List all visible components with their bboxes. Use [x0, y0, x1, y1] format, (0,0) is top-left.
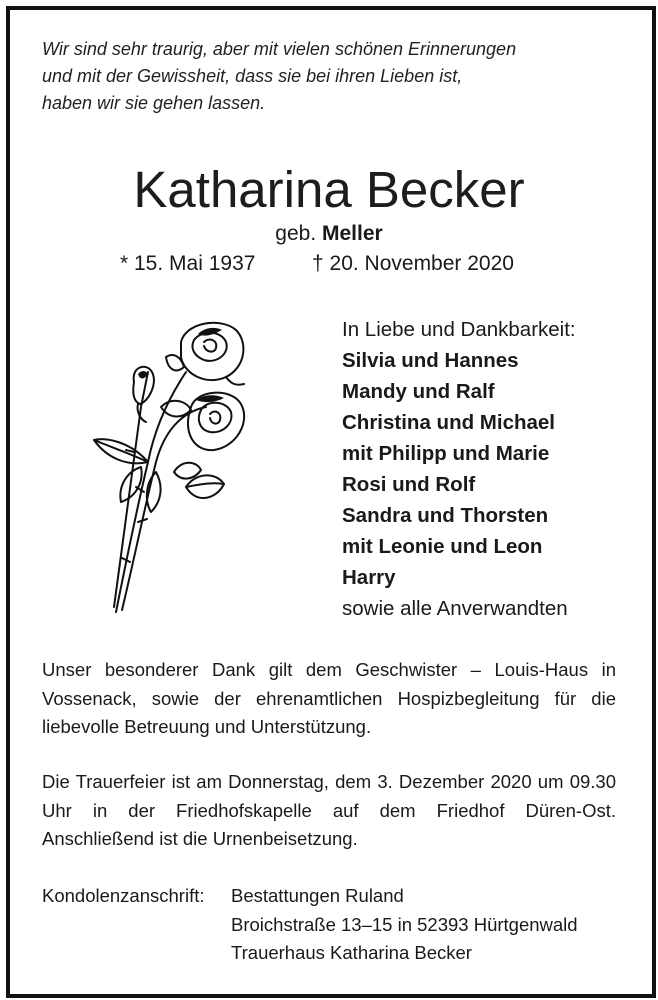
mourners-list — [342, 314, 642, 624]
mourner-name: Christina und Michael — [342, 411, 555, 434]
birth-prefix: geb. — [275, 222, 317, 245]
mourner-name: Mandy und Ralf — [342, 380, 495, 403]
deceased-name: Katharina Becker — [133, 161, 525, 218]
mourner-name: Harry — [342, 566, 396, 589]
intro-line: Wir sind sehr traurig, aber mit vielen schönen Erinnerungen — [42, 39, 517, 59]
mourner-name: Sandra und Thorsten — [342, 504, 549, 527]
date-died: † 20. November 2020 — [312, 252, 514, 275]
maiden-name: Meller — [322, 222, 383, 245]
funeral-paragraph: Die Trauerfeier ist am Donnerstag, dem 3. Dezember 2020 um 09.30 Uhr in der Friedhofskapelle auf dem Friedhof Düren-Ost. Anschließend ist die Urnenbeisetzung. — [42, 771, 616, 849]
condolence-line: Broichstraße 13–15 in 52393 Hürtgenwald — [231, 913, 578, 935]
date-born: * 15. Mai 1937 — [120, 252, 256, 275]
intro-line: und mit der Gewissheit, dass sie bei ihren Lieben ist, — [42, 66, 463, 86]
birth-name — [0, 222, 658, 246]
mourners-tail: sowie alle Anverwandten — [342, 597, 568, 620]
mourner-name: mit Leonie und Leon — [342, 535, 543, 558]
condolence-address — [231, 882, 578, 968]
mourner-name: Rosi und Rolf — [342, 473, 476, 496]
mourner-name: mit Philipp und Marie — [342, 442, 550, 465]
intro-line: haben wir sie gehen lassen. — [42, 93, 266, 113]
intro-text — [42, 36, 622, 117]
mourner-name: Silvia und Hannes — [342, 349, 519, 372]
condolence-label: Kondolenzanschrift: — [42, 885, 205, 906]
thanks-paragraph: Unser besonderer Dank gilt dem Geschwister – Louis-Haus in Vossenack, sowie der ehrenamtlichen Hospizbegleitung für die liebevolle Betreuung und Unterstützung. — [42, 659, 616, 737]
condolence-line: Trauerhaus Katharina Becker — [231, 942, 472, 963]
condolence-line: Bestattungen Ruland — [231, 885, 404, 906]
rose-illustration — [86, 312, 256, 617]
mourners-lead: In Liebe und Dankbarkeit: — [342, 318, 576, 341]
